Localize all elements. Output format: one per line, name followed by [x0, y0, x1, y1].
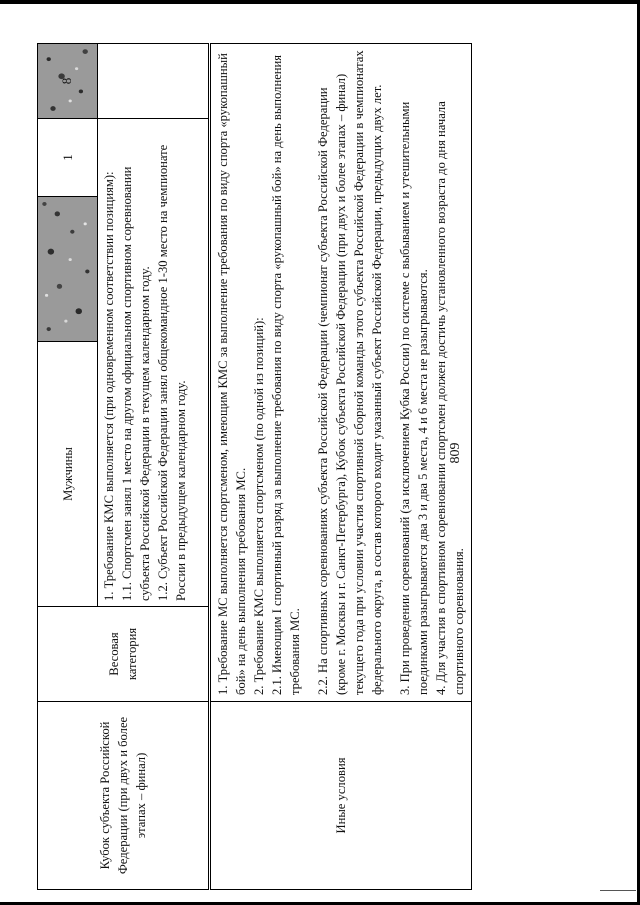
number-8-cell — [59, 44, 210, 119]
weight-category-label: Весовая категория — [107, 627, 139, 681]
other-conditions-text-cell — [210, 44, 472, 702]
condition-1: 1. Требование МС выполняется спортсменом, имеющим КМС за выполнение требования по виду спорта «рукопашный бой» на день выполнения требования МС. — [216, 53, 248, 695]
paragraph-gap — [386, 50, 396, 695]
competition-name: Кубок субъекта Российской Федерации (при двух и более этапах – финал) — [98, 716, 148, 875]
other-conditions-label-cell — [210, 702, 472, 890]
shaded-cell-1 — [38, 197, 98, 342]
count-header: 1 — [59, 154, 75, 161]
kms-requirements-cell — [98, 119, 210, 607]
other-conditions-label: Иные условия — [334, 757, 348, 834]
competition-cell — [38, 702, 210, 890]
condition-2-2: 2.2. На спортивных соревнованиях субъекта Российской Федерации (чемпионат субъекта Российской Федерации (кроме г. Москвы и г. Санкт-Петербурга), Кубок субъекта Российской Федерации (при двух и более этапах – финал) текущего года при условии участия спортивной сборной команды этого субъекта Российской Федерации в чемпионатах федерального округа, в состав которого входит указанный субъект Российской Федерации, предыдущих двух лет. — [316, 50, 384, 695]
condition-4: 4. Для участия в спортивном соревновании спортсмен должен достичь установленного возраста до дня начала спортивного соревнования. — [434, 101, 466, 695]
condition-2: 2. Требование КМС выполняется спортсменом (по одной из позиций): — [252, 317, 266, 695]
men-header: Мужчины — [60, 447, 75, 501]
shade-texture-1 — [38, 197, 97, 341]
page-number: 809 — [448, 442, 463, 464]
column-number-8: 8 — [59, 77, 74, 85]
other-conditions-row — [210, 44, 472, 890]
paragraph-gap — [304, 50, 314, 695]
count-header-cell — [38, 119, 98, 197]
header-row — [38, 44, 98, 890]
men-header-cell — [38, 342, 98, 607]
requirement-1-2: 1.2. Субъект Российской Федерации занял общекомандное 1-30 место на чемпионате России в предыдущем календарном году. — [156, 144, 188, 601]
condition-2-1: 2.1. Имеющим I спортивный разряд за выполнение требования по виду спорта «рукопашный бой» на день выполнения требования МС. — [270, 54, 302, 695]
requirement-1-1: 1.1. Спортсмен занял 1 место на другом официальном спортивном соревновании субъекта Российской Федерации в текущем календарном году. — [120, 166, 152, 601]
condition-3: 3. При проведении соревнований (за исключением Кубка России) по системе с выбыванием и утешительными поединками разыгрываются два 3 и два 5 места, 4 и 6 места не разыгрываются. — [398, 101, 430, 695]
requirement-1: 1. Требование КМС выполняется (при одновременном соответствии позициям): — [102, 171, 116, 601]
qualification-table — [37, 43, 472, 890]
weight-category-cell — [38, 607, 210, 702]
